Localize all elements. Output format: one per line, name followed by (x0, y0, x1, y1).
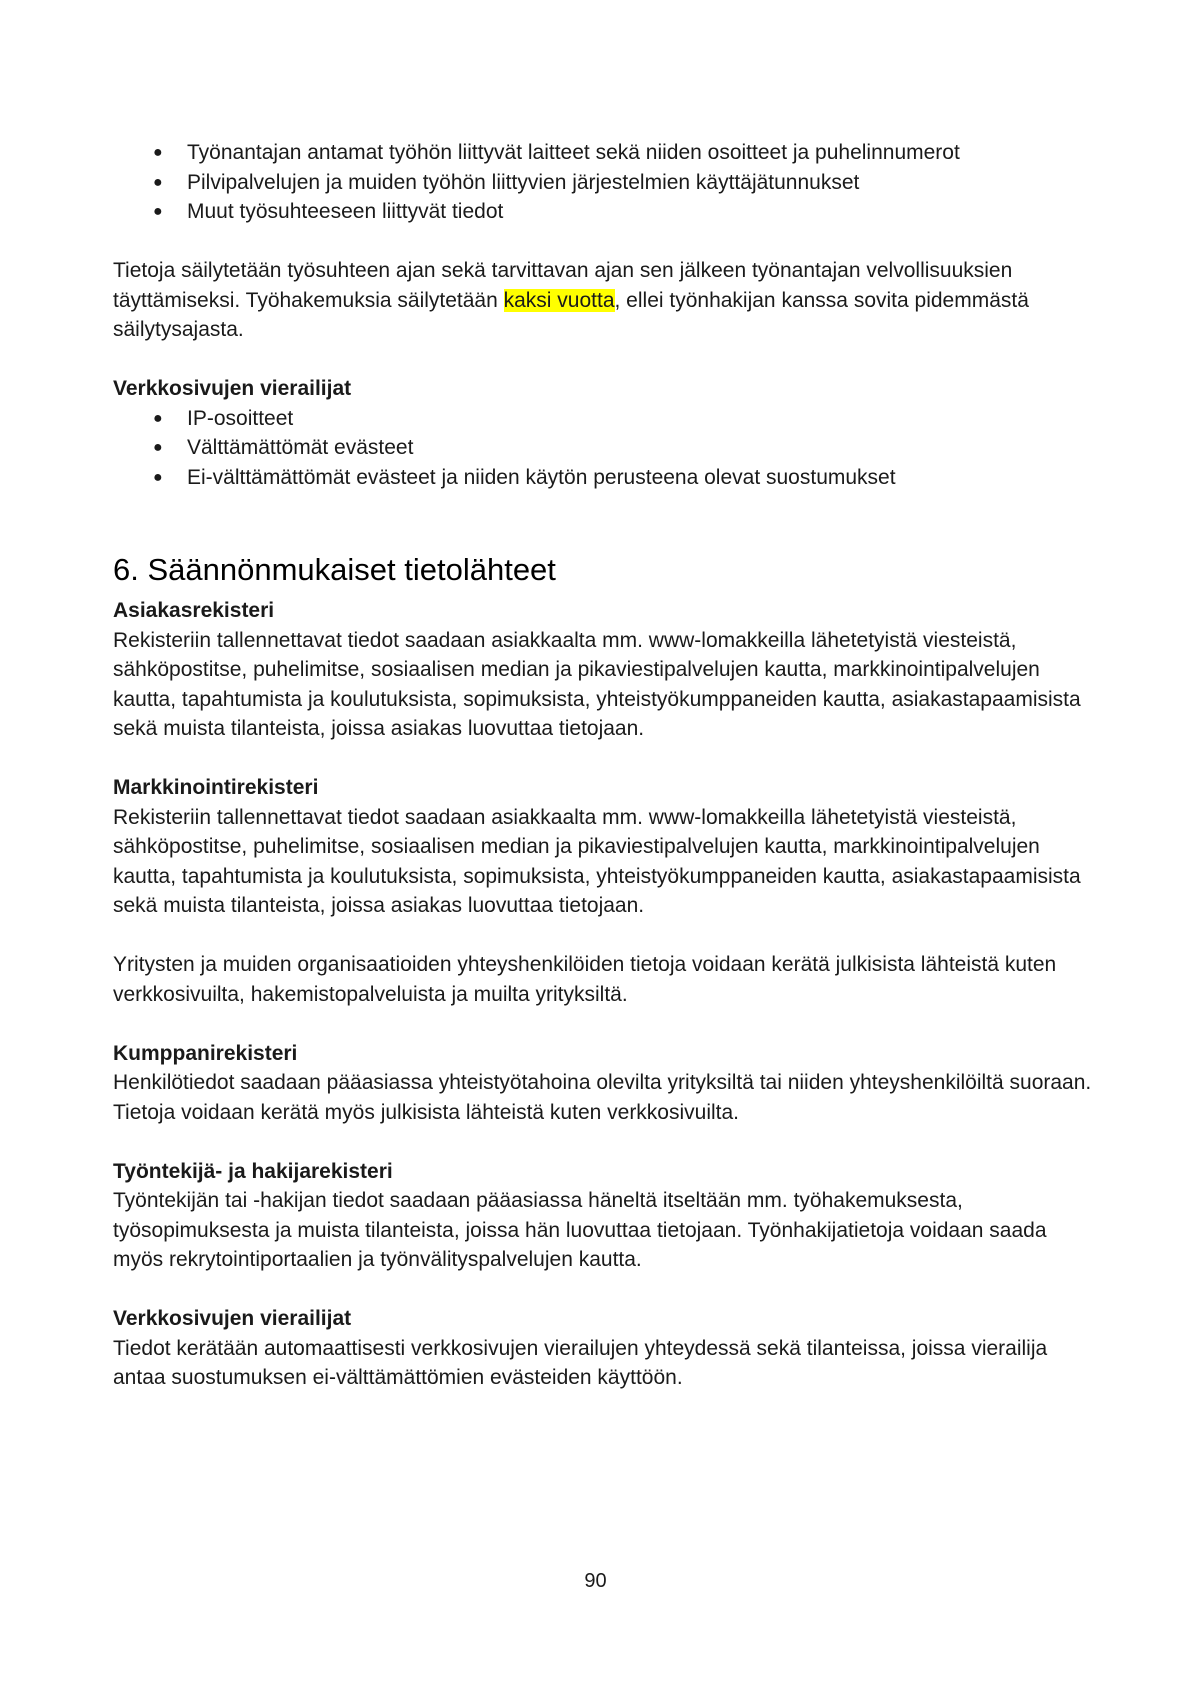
highlighted-text: kaksi vuotta (503, 288, 615, 312)
retention-paragraph: Tietoja säilytetään työsuhteen ajan sekä tarvittavan ajan sen jälkeen työnantajan velvollisuuksien täyttämiseksi. Työhakemuksia säilytetään kaksi vuotta, ellei työnhakijan kanssa sovita pidemmästä säilytysajasta. (113, 259, 1029, 341)
customer-register-text: Rekisteriin tallennettavat tiedot saadaan asiakkaalta mm. www-lomakkeilla lähetetyistä viesteistä, sähköpostitse, puhelimitse, sosiaalisen median ja pikaviestipalvelujen kautta, markkinointipalvelujen kautta, tapahtumista ja koulutuksista, sopimuksista, yhteistyökumppaneiden kautta, asiakastapaamisista sekä muista tilanteista, joissa asiakas luovuttaa tietojaan. (113, 628, 1081, 740)
partner-register-heading: Kumppanirekisteri (113, 1041, 298, 1065)
bullet-icon: ● (153, 144, 163, 161)
page-number: 90 (584, 1570, 607, 1592)
employee-register-heading: Työntekijä- ja hakijarekisteri (113, 1159, 393, 1183)
bullet-icon: ● (153, 173, 163, 191)
list-item: ● IP-osoitteet (113, 404, 1093, 434)
bullet-icon: ● (153, 468, 163, 486)
employee-register-text: Työntekijän tai -hakijan tiedot saadaan pääasiassa häneltä itseltään mm. työhakemuksesta, työsopimuksesta ja muista tilanteista, joissa hän luovuttaa tietojaan. Työnhakijatietoja voidaan saada myös rekrytointiportaalien ja työnvälityspalvelujen kautta. (113, 1189, 1047, 1271)
bullet-icon: ● (153, 439, 163, 456)
list-item: ● Pilvipalvelujen ja muiden työhön liittyvien järjestelmien käyttäjätunnukset (113, 168, 1093, 198)
marketing-register-text-2: Yritysten ja muiden organisaatioiden yhteyshenkilöiden tietoja voidaan kerätä julkisista lähteistä kuten verkkosivuilta, hakemistopalveluista ja muilta yrityksiltä. (113, 953, 1057, 1006)
partner-register-text: Henkilötiedot saadaan pääasiassa yhteistyötahoina olevilta yrityksiltä tai niiden yhteyshenkilöiltä suoraan. Tietoja voidaan kerätä myös julkisista lähteistä kuten verkkosivuilta. (113, 1071, 1092, 1124)
list-item: ● Työnantajan antamat työhön liittyvät laitteet sekä niiden osoitteet ja puhelinnumerot (113, 138, 1093, 168)
section-title: 6. Säännönmukaiset tietolähteet (113, 552, 556, 587)
list-item: ● Muut työsuhteeseen liittyvät tiedot (113, 197, 1093, 227)
marketing-register-heading: Markkinointirekisteri (113, 776, 319, 799)
bullet-icon: ● (153, 203, 163, 220)
employment-data-list (113, 138, 1093, 227)
marketing-register-text: Rekisteriin tallennettavat tiedot saadaan asiakkaalta mm. www-lomakkeilla lähetetyistä viesteistä, sähköpostitse, puhelimitse, sosiaalisen median ja pikaviestipalvelujen kautta, markkinointipalvelujen kautta, tapahtumista ja koulutuksista, sopimuksista, yhteistyökumppaneiden kautta, asiakastapaamisista sekä muista tilanteista, joissa asiakas luovuttaa tietojaan. (113, 805, 1081, 917)
list-item: ● Välttämättömät evästeet (113, 433, 1093, 463)
document-page (113, 138, 1093, 1393)
bullet-icon: ● (153, 409, 163, 427)
web-visitors-heading: Verkkosivujen vierailijat (113, 1307, 352, 1330)
customer-register-heading: Asiakasrekisteri (113, 599, 275, 622)
list-item: ● Ei-välttämättömät evästeet ja niiden käytön perusteena olevat suostumukset (113, 463, 1093, 493)
visitors-list (113, 404, 1093, 493)
visitors-heading: Verkkosivujen vierailijat (113, 377, 352, 400)
web-visitors-text: Tiedot kerätään automaattisesti verkkosivujen vierailujen yhteydessä sekä tilanteissa, joissa vierailija antaa suostumuksen ei-välttämättömien evästeiden käyttöön. (113, 1336, 1048, 1389)
